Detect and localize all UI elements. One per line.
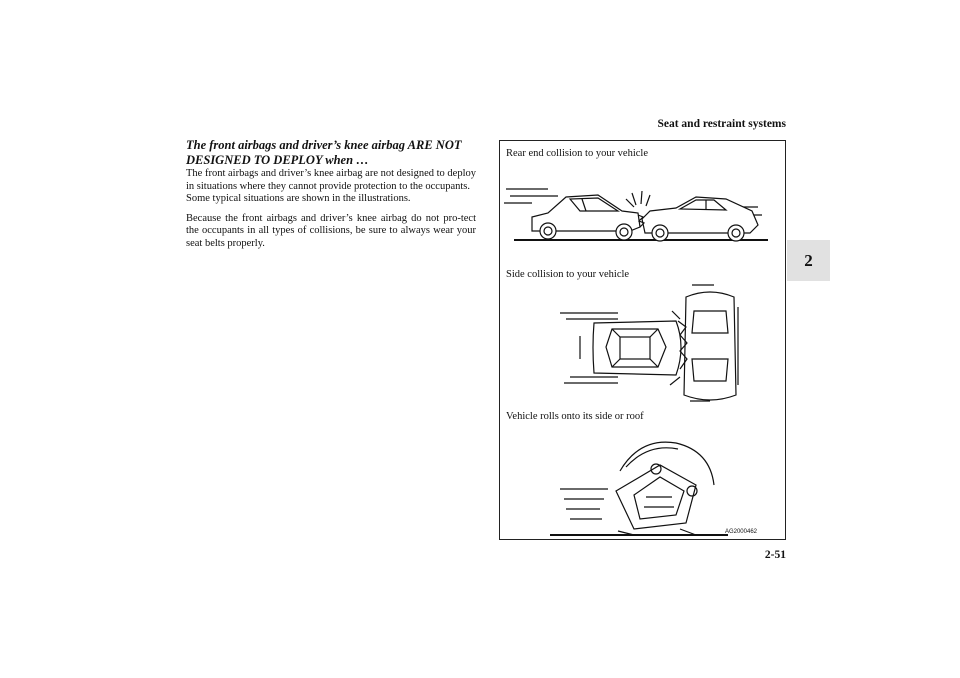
- paragraph-1: The front airbags and driver’s knee airbag are not designed to deploy in situations where they cannot provide protection to the occupants.: [186, 168, 476, 192]
- illustration-frame: [499, 140, 786, 540]
- rear-end-collision-illustration: [500, 179, 787, 245]
- paragraph-2: Some typical situations are shown in the illustrations.: [186, 193, 411, 205]
- figure-code: AG2000462: [724, 529, 757, 535]
- page-header-section-title: Seat and restraint systems: [657, 118, 786, 130]
- caption-rear-end: Rear end collision to your vehicle: [506, 148, 649, 159]
- body-text-column: [186, 138, 476, 251]
- side-collision-illustration: [500, 281, 787, 411]
- chapter-tab: [787, 240, 830, 281]
- caption-side-collision: Side collision to your vehicle: [506, 269, 630, 280]
- chapter-number: 2: [804, 250, 813, 270]
- caption-rollover: Vehicle rolls onto its side or roof: [506, 411, 644, 422]
- section-heading: The front airbags and driver’s knee airbag ARE NOT DESIGNED TO DEPLOY when …: [186, 138, 462, 167]
- paragraph-3: Because the front airbags and driver’s knee airbag do not pro-tect the occupants in all types of collisions, be sure to always wear your seat belts properly.: [186, 212, 476, 249]
- page-number: 2-51: [764, 549, 786, 561]
- rollover-illustration: [500, 431, 787, 539]
